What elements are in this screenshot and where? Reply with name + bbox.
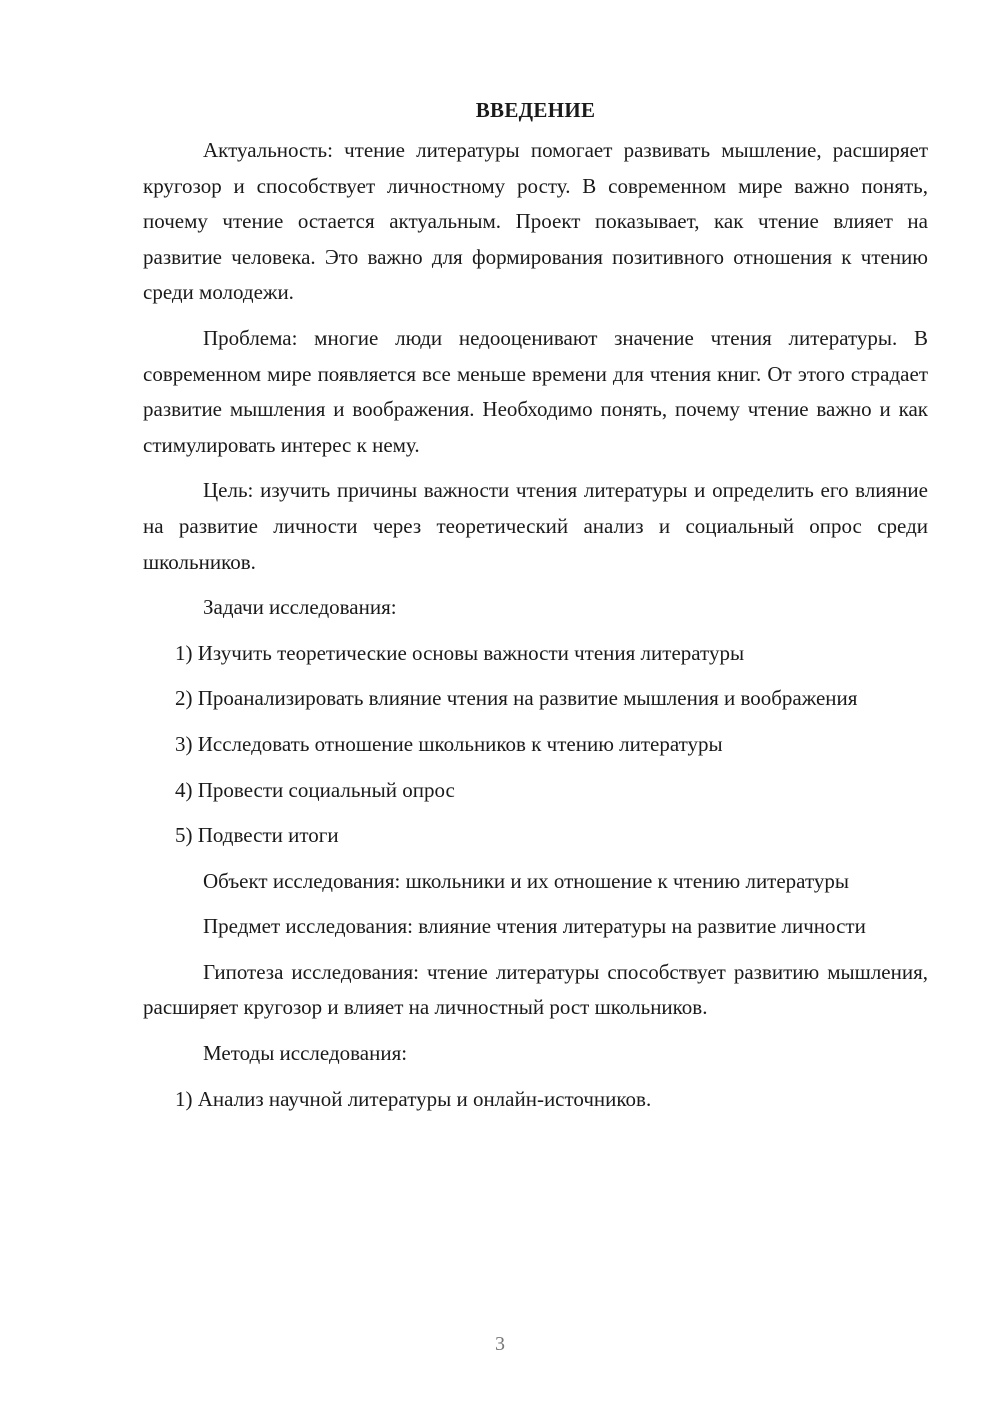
problem-paragraph: Проблема: многие люди недооценивают значение чтения литературы. В современном мире появляется все меньше времени для чтения книг. От этого страдает развитие мышления и воображения. Необходимо понять, почему чтение важно и как стимулировать интерес к нему.: [143, 325, 928, 457]
task-item-5: 5) Подвести итоги: [175, 823, 339, 848]
task-item-3: 3) Исследовать отношение школьников к чтению литературы: [175, 731, 723, 756]
object-paragraph: Объект исследования: школьники и их отношение к чтению литературы: [203, 868, 849, 893]
hypothesis-paragraph: Гипотеза исследования: чтение литературы способствует развитию мышления, расширяет кругозор и влияет на личностный рост школьников.: [143, 959, 928, 1020]
method-item-1: 1) Анализ научной литературы и онлайн-источников.: [175, 1086, 652, 1111]
task-item-4: 4) Провести социальный опрос: [175, 777, 455, 802]
task-item-1: 1) Изучить теоретические основы важности чтения литературы: [175, 640, 745, 665]
tasks-heading: Задачи исследования:: [203, 595, 397, 620]
task-item-2: 2) Проанализировать влияние чтения на развитие мышления и воображения: [175, 686, 858, 711]
section-title: ВВЕДЕНИЕ: [475, 98, 596, 122]
methods-heading: Методы исследования:: [203, 1041, 408, 1066]
page-number: 3: [495, 1333, 505, 1355]
goal-paragraph: Цель: изучить причины важности чтения литературы и определить его влияние на развитие личности через теоретический анализ и социальный опрос среди школьников.: [143, 478, 928, 574]
relevance-paragraph: Актуальность: чтение литературы помогает развивать мышление, расширяет кругозор и способствует личностному росту. В современном мире важно понять, почему чтение остается актуальным. Проект показывает, как чтение влияет на развитие человека. Это важно для формирования позитивного отношения к чтению среди молодежи.: [143, 138, 928, 305]
subject-paragraph: Предмет исследования: влияние чтения литературы на развитие личности: [203, 914, 866, 939]
document-page: [143, 94, 928, 1127]
